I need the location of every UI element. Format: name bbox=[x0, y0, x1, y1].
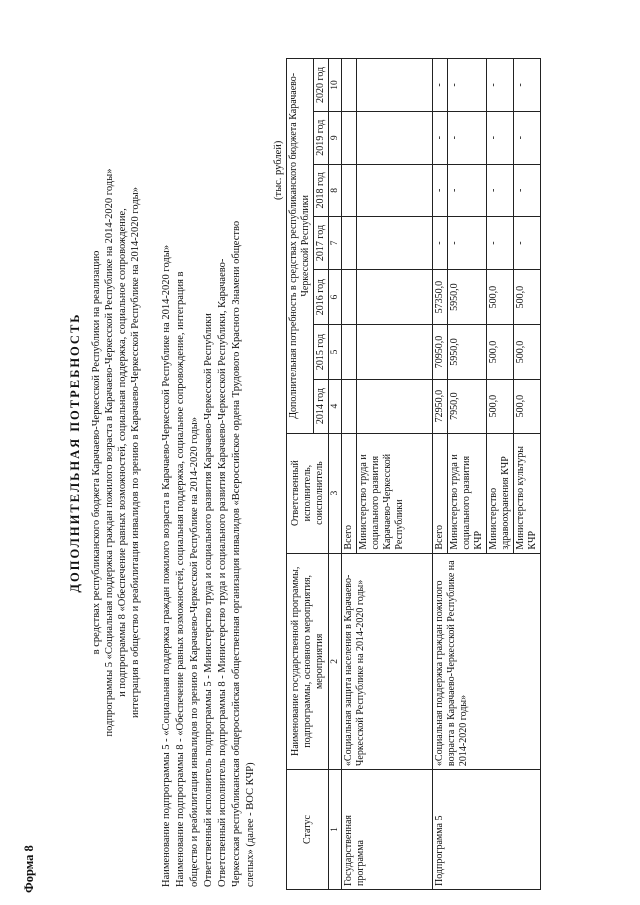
value-cell bbox=[342, 111, 357, 164]
table-row bbox=[433, 59, 448, 890]
value-cell: 500,0 bbox=[487, 379, 514, 433]
value-cell bbox=[342, 269, 357, 325]
program-name-cell: «Социальная защита населения в Карачаево-Черкесской Республике на 2014-2020 годы» bbox=[342, 553, 433, 769]
executor-cell: Министерство труда и социального развития Карачаево-Черкесской Республики bbox=[357, 433, 433, 553]
value-cell: - bbox=[514, 164, 541, 217]
column-number: 3 bbox=[329, 433, 342, 553]
status-cell: Подпрограмма 5 bbox=[433, 770, 541, 890]
header-line-3: и подпрограммы 8 «Обеспечение равных возможностей, социальная поддержка, социальное сопровождение, bbox=[117, 208, 128, 697]
funding-table bbox=[286, 58, 541, 890]
executor-cell: Министерство здравоохранения КЧР bbox=[487, 433, 514, 553]
column-number: 10 bbox=[329, 59, 342, 112]
header-year: 2014 год bbox=[314, 379, 329, 433]
value-cell bbox=[357, 379, 433, 433]
column-number: 8 bbox=[329, 164, 342, 217]
header-line-4: интеграция в общество и реабилитация инвалидов по зрению в Карачаево-Черкесской Республике на 2014-2020 годы» bbox=[130, 187, 141, 718]
value-cell: 57350,0 bbox=[433, 269, 448, 325]
column-number: 2 bbox=[329, 553, 342, 769]
value-cell: 7950,0 bbox=[448, 379, 487, 433]
value-cell: 70950,0 bbox=[433, 325, 448, 379]
value-cell bbox=[342, 217, 357, 270]
table-row bbox=[342, 59, 357, 890]
document-title: ДОПОЛНИТЕЛЬНАЯ ПОТРЕБНОСТЬ bbox=[68, 312, 82, 593]
header-year: 2018 год bbox=[314, 164, 329, 217]
value-cell: - bbox=[433, 59, 448, 112]
value-cell bbox=[357, 164, 433, 217]
header-program-name: Наименование государственной программы, подпрограммы, основного мероприятия, мероприятия bbox=[287, 553, 329, 769]
value-cell bbox=[342, 379, 357, 433]
header-year: 2019 год bbox=[314, 111, 329, 164]
info-line-6: Черкесская республиканская общероссийская общественная организация инвалидов «Всероссийское ордена Трудового Красного Знамени общество bbox=[231, 220, 242, 887]
executor-cell: Всего bbox=[342, 433, 357, 553]
units-label: (тыс. рублей) bbox=[273, 140, 284, 200]
header-year: 2016 год bbox=[314, 269, 329, 325]
column-number-row bbox=[329, 59, 342, 890]
column-number: 6 bbox=[329, 269, 342, 325]
value-cell: 5950,0 bbox=[448, 325, 487, 379]
value-cell: - bbox=[448, 111, 487, 164]
value-cell: - bbox=[433, 217, 448, 270]
column-number: 7 bbox=[329, 217, 342, 270]
value-cell: - bbox=[487, 59, 514, 112]
value-cell: - bbox=[514, 111, 541, 164]
form-label: Форма 8 bbox=[22, 845, 36, 893]
executor-cell: Всего bbox=[433, 433, 448, 553]
value-cell: 72950,0 bbox=[433, 379, 448, 433]
value-cell bbox=[342, 164, 357, 217]
header-year: 2015 год bbox=[314, 325, 329, 379]
value-cell bbox=[357, 111, 433, 164]
info-line-3: общество и реабилитация инвалидов по зрению в Карачаево-Черкесской Республике на 2014-2020 годы» bbox=[189, 416, 200, 887]
executor-cell: Министерство культуры КЧР bbox=[514, 433, 541, 553]
header-status: Статус bbox=[287, 770, 329, 890]
value-cell: - bbox=[487, 217, 514, 270]
info-line-7: слепых» (далее - ВОС КЧР) bbox=[245, 762, 256, 887]
info-line-1: Наименование подпрограммы 5 - «Социальная поддержка граждан пожилого возраста в Карачаево-Черкесской Республике на 2014-2020 годы» bbox=[161, 244, 172, 887]
value-cell: - bbox=[487, 111, 514, 164]
header-year: 2017 год bbox=[314, 217, 329, 270]
column-number: 5 bbox=[329, 325, 342, 379]
value-cell: - bbox=[433, 111, 448, 164]
value-cell: - bbox=[448, 59, 487, 112]
header-year: 2020 год bbox=[314, 59, 329, 112]
value-cell bbox=[342, 59, 357, 112]
value-cell: 500,0 bbox=[487, 325, 514, 379]
value-cell: - bbox=[448, 217, 487, 270]
header-additional-need: Дополнительная потребность в средствах республиканского бюджета Карачаево-Черкесской Республики bbox=[287, 59, 314, 434]
value-cell bbox=[357, 217, 433, 270]
info-line-4: Ответственный исполнитель подпрограммы 5 - Министерство труда и социального развития Карачаево-Черкесской Республики bbox=[203, 313, 214, 887]
header-executor: Ответственный исполнитель, соисполнитель bbox=[287, 433, 329, 553]
value-cell bbox=[357, 269, 433, 325]
header-line-1: в средствах республиканского бюджета Карачаево-Черкесской Республики на реализацию bbox=[91, 250, 102, 655]
value-cell bbox=[342, 325, 357, 379]
value-cell: 500,0 bbox=[514, 269, 541, 325]
value-cell: - bbox=[448, 164, 487, 217]
executor-cell: Министерство труда и социального развития КЧР bbox=[448, 433, 487, 553]
info-line-5: Ответственный исполнитель подпрограммы 8 - Министерство труда и социального развития Карачаево-Черкесской Республики, Карачаево- bbox=[217, 258, 228, 887]
value-cell: - bbox=[514, 217, 541, 270]
value-cell bbox=[357, 325, 433, 379]
value-cell: 500,0 bbox=[514, 325, 541, 379]
column-number: 1 bbox=[329, 770, 342, 890]
value-cell bbox=[357, 59, 433, 112]
value-cell: - bbox=[514, 59, 541, 112]
value-cell: 5950,0 bbox=[448, 269, 487, 325]
column-number: 4 bbox=[329, 379, 342, 433]
value-cell: 500,0 bbox=[514, 379, 541, 433]
value-cell: 500,0 bbox=[487, 269, 514, 325]
header-line-2: подпрограммы 5 «Социальная поддержка граждан пожилого возраста в Карачаево-Черкесской Республике на 2014-2020 годы» bbox=[104, 168, 115, 737]
program-name-cell: «Социальная поддержка граждан пожилого возраста в Карачаево-Черкесской Республике на 2014-2020 годы» bbox=[433, 553, 541, 769]
value-cell: - bbox=[487, 164, 514, 217]
info-line-2: Наименование подпрограммы 8 - «Обеспечение равных возможностей, социальная поддержка, социальное сопровождение, интеграция в bbox=[175, 271, 186, 887]
status-cell: Государственная программа bbox=[342, 770, 433, 890]
column-number: 9 bbox=[329, 111, 342, 164]
value-cell: - bbox=[433, 164, 448, 217]
